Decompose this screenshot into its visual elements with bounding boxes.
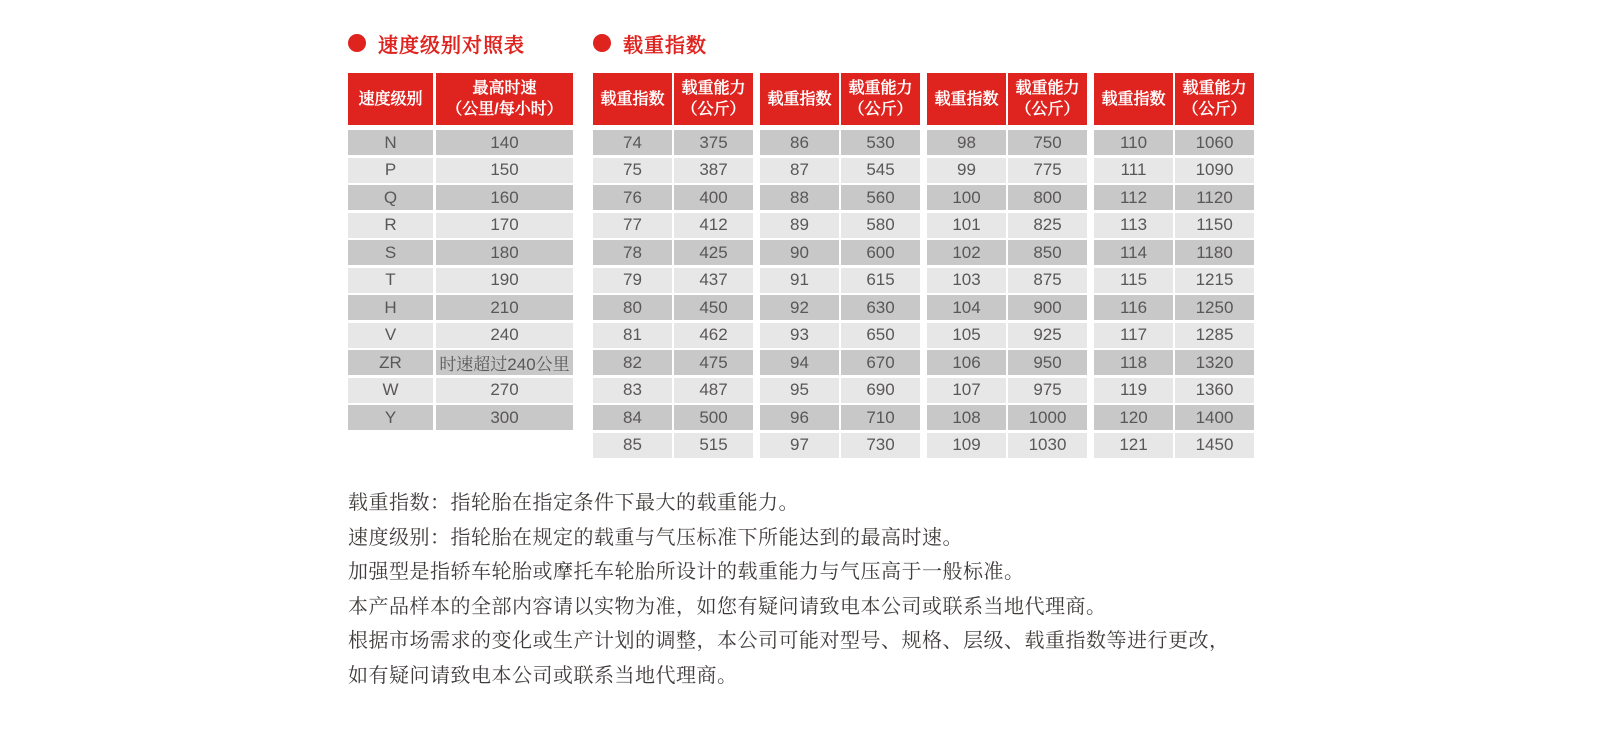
load-index-cell: 79: [593, 268, 672, 293]
load-capacity-column-header: [1008, 73, 1087, 125]
load-index-cell: 93: [760, 323, 839, 348]
load-index-cell: 101: [927, 213, 1006, 238]
load-index-cell: 100: [927, 185, 1006, 210]
speed-rating-cell: Y: [348, 405, 433, 430]
table-row: [760, 295, 920, 320]
load-capacity-cell: 1090: [1175, 158, 1254, 183]
note-line: 如有疑问请致电本公司或联系当地代理商。: [348, 664, 738, 687]
load-table-group-header: [760, 73, 920, 125]
load-index-cell: 96: [760, 405, 839, 430]
max-speed-header-line1: 最高时速: [472, 80, 537, 97]
load-index-cell: 97: [760, 433, 839, 458]
load-capacity-header-line1: 载重能力: [1015, 80, 1080, 97]
table-row: [348, 185, 573, 210]
note-line: 速度级别：指轮胎在规定的载重与气压标准下所能达到的最高时速。: [348, 526, 963, 549]
table-row: [348, 323, 573, 348]
table-row: [348, 158, 573, 183]
speed-section-title-text: 速度级别对照表: [378, 34, 525, 57]
load-capacity-cell: 1320: [1175, 350, 1254, 375]
speed-rating-cell: S: [348, 240, 433, 265]
load-index-cell: 111: [1094, 158, 1173, 183]
load-index-cell: 74: [593, 130, 672, 155]
load-table-group-header: [1094, 73, 1254, 125]
load-capacity-cell: 975: [1008, 378, 1087, 403]
load-capacity-cell: 690: [841, 378, 920, 403]
load-capacity-column-header: [1175, 73, 1254, 125]
load-index-cell: 109: [927, 433, 1006, 458]
load-capacity-cell: 925: [1008, 323, 1087, 348]
table-row: [593, 350, 753, 375]
table-row: [927, 433, 1087, 458]
load-index-cell: 77: [593, 213, 672, 238]
table-row: [593, 433, 753, 458]
load-capacity-cell: 1250: [1175, 295, 1254, 320]
load-capacity-cell: 615: [841, 268, 920, 293]
table-row: [1094, 240, 1254, 265]
speed-rating-table: [348, 73, 573, 433]
load-index-table: [593, 73, 1254, 460]
load-capacity-cell: 950: [1008, 350, 1087, 375]
speed-rating-cell: N: [348, 130, 433, 155]
load-index-cell: 104: [927, 295, 1006, 320]
load-index-cell: 107: [927, 378, 1006, 403]
table-row: [593, 240, 753, 265]
table-row: [593, 378, 753, 403]
load-index-cell: 82: [593, 350, 672, 375]
table-row: [593, 158, 753, 183]
table-row: [927, 378, 1087, 403]
load-index-column-header: 载重指数: [1094, 73, 1173, 125]
load-index-cell: 103: [927, 268, 1006, 293]
table-row: [348, 240, 573, 265]
table-row: [1094, 405, 1254, 430]
load-capacity-cell: 1400: [1175, 405, 1254, 430]
table-row: [927, 130, 1087, 155]
max-speed-cell: 170: [436, 213, 573, 238]
footnotes: [348, 486, 1230, 693]
load-capacity-cell: 545: [841, 158, 920, 183]
table-row: [1094, 213, 1254, 238]
load-capacity-cell: 560: [841, 185, 920, 210]
table-row: [1094, 378, 1254, 403]
load-capacity-cell: 775: [1008, 158, 1087, 183]
load-index-cell: 88: [760, 185, 839, 210]
max-speed-cell: 140: [436, 130, 573, 155]
load-index-cell: 87: [760, 158, 839, 183]
load-index-column-header: 载重指数: [927, 73, 1006, 125]
max-speed-cell: 300: [436, 405, 573, 430]
load-capacity-cell: 850: [1008, 240, 1087, 265]
speed-rating-cell: T: [348, 268, 433, 293]
speed-rating-cell: Q: [348, 185, 433, 210]
table-row: [760, 268, 920, 293]
load-index-cell: 90: [760, 240, 839, 265]
red-circle-icon: [593, 34, 611, 52]
speed-rating-cell: ZR: [348, 350, 433, 375]
load-capacity-cell: 800: [1008, 185, 1087, 210]
load-capacity-cell: 825: [1008, 213, 1087, 238]
table-row: [927, 405, 1087, 430]
load-index-column-header: 载重指数: [760, 73, 839, 125]
table-row: [760, 433, 920, 458]
table-row: [348, 130, 573, 155]
speed-rating-column-header: 速度级别: [348, 73, 433, 125]
load-capacity-cell: 475: [674, 350, 753, 375]
table-row: [760, 240, 920, 265]
load-index-cell: 80: [593, 295, 672, 320]
load-index-cell: 120: [1094, 405, 1173, 430]
note-line: 载重指数：指轮胎在指定条件下最大的载重能力。: [348, 492, 799, 514]
load-index-cell: 75: [593, 158, 672, 183]
load-index-column-header: 载重指数: [593, 73, 672, 125]
max-speed-cell: 150: [436, 158, 573, 183]
load-table-group-header: [593, 73, 753, 125]
load-capacity-cell: 500: [674, 405, 753, 430]
table-row: [348, 213, 573, 238]
load-capacity-cell: 1000: [1008, 405, 1087, 430]
load-section-title: [593, 33, 707, 57]
load-capacity-header-line2: （公斤）: [681, 101, 746, 118]
max-speed-cell: 210: [436, 295, 573, 320]
table-row: [593, 295, 753, 320]
load-capacity-cell: 437: [674, 268, 753, 293]
load-index-cell: 95: [760, 378, 839, 403]
table-row: [760, 213, 920, 238]
table-row: [760, 130, 920, 155]
load-index-cell: 92: [760, 295, 839, 320]
table-row: [593, 130, 753, 155]
load-capacity-cell: 375: [674, 130, 753, 155]
load-index-cell: 102: [927, 240, 1006, 265]
load-table-group: [927, 73, 1087, 460]
table-row: [760, 378, 920, 403]
load-section-title-text: 载重指数: [623, 34, 707, 57]
load-capacity-column-header: [841, 73, 920, 125]
load-capacity-header-line2: （公斤）: [1015, 101, 1080, 118]
speed-rating-cell: V: [348, 323, 433, 348]
note-line: 加强型是指轿车轮胎或摩托车轮胎所设计的载重能力与气压高于一般标准。: [348, 561, 1025, 583]
load-capacity-cell: 1060: [1175, 130, 1254, 155]
load-capacity-cell: 412: [674, 213, 753, 238]
load-capacity-cell: 487: [674, 378, 753, 403]
load-capacity-cell: 1215: [1175, 268, 1254, 293]
table-row: [927, 323, 1087, 348]
load-capacity-cell: 600: [841, 240, 920, 265]
load-index-cell: 91: [760, 268, 839, 293]
load-capacity-cell: 750: [1008, 130, 1087, 155]
table-row: [593, 213, 753, 238]
table-row: [348, 295, 573, 320]
max-speed-column-header: [436, 73, 573, 125]
load-capacity-cell: 387: [674, 158, 753, 183]
load-capacity-header-line2: （公斤）: [1182, 101, 1247, 118]
load-capacity-cell: 875: [1008, 268, 1087, 293]
table-row: [1094, 185, 1254, 210]
load-capacity-cell: 1150: [1175, 213, 1254, 238]
table-row: [927, 158, 1087, 183]
load-index-cell: 99: [927, 158, 1006, 183]
table-row: [760, 350, 920, 375]
table-row: [1094, 268, 1254, 293]
load-capacity-cell: 425: [674, 240, 753, 265]
load-index-cell: 76: [593, 185, 672, 210]
table-row: [927, 295, 1087, 320]
load-capacity-header-line2: （公斤）: [848, 101, 913, 118]
table-row: [927, 213, 1087, 238]
table-row: [1094, 295, 1254, 320]
table-row: [1094, 130, 1254, 155]
table-row: [348, 378, 573, 403]
table-row: [760, 323, 920, 348]
max-speed-cell: 190: [436, 268, 573, 293]
load-capacity-cell: 530: [841, 130, 920, 155]
speed-table-body: [348, 130, 573, 430]
speed-table-header: [348, 73, 573, 125]
load-capacity-cell: 515: [674, 433, 753, 458]
table-row: [1094, 350, 1254, 375]
load-index-cell: 85: [593, 433, 672, 458]
table-row: [760, 158, 920, 183]
load-capacity-cell: 580: [841, 213, 920, 238]
load-index-cell: 113: [1094, 213, 1173, 238]
load-capacity-cell: 710: [841, 405, 920, 430]
load-capacity-cell: 1120: [1175, 185, 1254, 210]
load-index-cell: 98: [927, 130, 1006, 155]
load-index-cell: 119: [1094, 378, 1173, 403]
note-line: 根据市场需求的变化或生产计划的调整，本公司可能对型号、规格、层级、载重指数等进行更改，: [348, 630, 1230, 652]
table-row: [593, 185, 753, 210]
max-speed-cell: 270: [436, 378, 573, 403]
load-capacity-cell: 670: [841, 350, 920, 375]
table-row: [927, 350, 1087, 375]
table-row: [348, 405, 573, 430]
table-row: [927, 268, 1087, 293]
load-index-cell: 114: [1094, 240, 1173, 265]
load-index-cell: 112: [1094, 185, 1173, 210]
load-index-cell: 121: [1094, 433, 1173, 458]
load-index-cell: 106: [927, 350, 1006, 375]
load-index-cell: 84: [593, 405, 672, 430]
speed-rating-cell: P: [348, 158, 433, 183]
load-capacity-cell: 462: [674, 323, 753, 348]
load-capacity-cell: 1180: [1175, 240, 1254, 265]
load-table-group: [760, 73, 920, 460]
table-row: [1094, 158, 1254, 183]
load-index-cell: 83: [593, 378, 672, 403]
table-row: [593, 323, 753, 348]
load-table-group: [593, 73, 753, 460]
load-capacity-cell: 650: [841, 323, 920, 348]
load-capacity-cell: 400: [674, 185, 753, 210]
max-speed-header-line2: （公里/每小时）: [446, 101, 563, 118]
load-index-cell: 116: [1094, 295, 1173, 320]
load-capacity-cell: 1030: [1008, 433, 1087, 458]
speed-rating-cell: R: [348, 213, 433, 238]
load-index-cell: 81: [593, 323, 672, 348]
load-capacity-column-header: [674, 73, 753, 125]
load-table-group-header: [927, 73, 1087, 125]
load-capacity-cell: 630: [841, 295, 920, 320]
load-index-cell: 108: [927, 405, 1006, 430]
table-row: [760, 185, 920, 210]
max-speed-cell: 时速超过240公里: [436, 350, 573, 375]
load-index-cell: 86: [760, 130, 839, 155]
load-capacity-cell: 1450: [1175, 433, 1254, 458]
load-capacity-header-line1: 载重能力: [681, 80, 746, 97]
table-row: [927, 185, 1087, 210]
speed-rating-cell: W: [348, 378, 433, 403]
max-speed-cell: 180: [436, 240, 573, 265]
load-capacity-cell: 450: [674, 295, 753, 320]
red-circle-icon: [348, 34, 366, 52]
load-index-cell: 110: [1094, 130, 1173, 155]
note-line: 本产品样本的全部内容请以实物为准，如您有疑问请致电本公司或联系当地代理商。: [348, 595, 1107, 618]
speed-section-title: [348, 33, 525, 57]
load-capacity-cell: 730: [841, 433, 920, 458]
max-speed-cell: 240: [436, 323, 573, 348]
load-table-group: [1094, 73, 1254, 460]
load-capacity-header-line1: 载重能力: [848, 80, 913, 97]
table-row: [593, 268, 753, 293]
load-index-cell: 78: [593, 240, 672, 265]
load-capacity-cell: 900: [1008, 295, 1087, 320]
load-capacity-cell: 1285: [1175, 323, 1254, 348]
table-row: [927, 240, 1087, 265]
table-row: [593, 405, 753, 430]
load-index-cell: 117: [1094, 323, 1173, 348]
table-row: [1094, 323, 1254, 348]
max-speed-cell: 160: [436, 185, 573, 210]
table-row: [348, 350, 573, 375]
load-index-cell: 118: [1094, 350, 1173, 375]
speed-rating-cell: H: [348, 295, 433, 320]
load-capacity-header-line1: 载重能力: [1182, 80, 1247, 97]
load-capacity-cell: 1360: [1175, 378, 1254, 403]
load-index-cell: 105: [927, 323, 1006, 348]
table-row: [1094, 433, 1254, 458]
load-index-cell: 89: [760, 213, 839, 238]
load-index-cell: 115: [1094, 268, 1173, 293]
table-row: [348, 268, 573, 293]
table-row: [760, 405, 920, 430]
load-index-cell: 94: [760, 350, 839, 375]
